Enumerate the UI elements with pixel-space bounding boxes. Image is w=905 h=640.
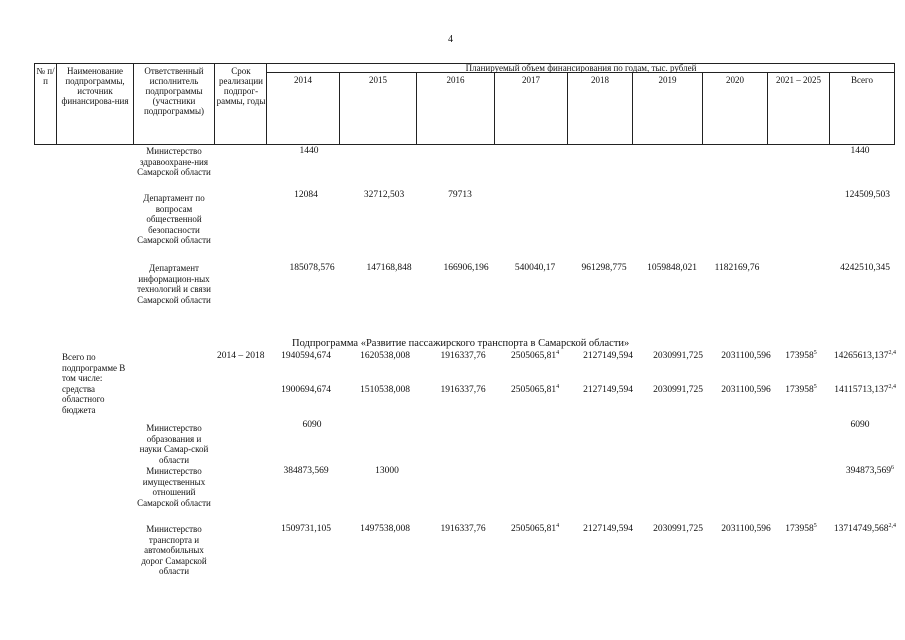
total-label: Всего по подпрограмме В том числе: средства областного бюджета [62, 352, 126, 415]
col-term-header: Срок реализации подпрог-раммы, годы [216, 66, 266, 106]
cell: 173958$^5$ [785, 522, 817, 534]
cell: 2505065,81$^4$ [510, 522, 560, 534]
cell: 173958$^5$ [785, 349, 817, 361]
cell-total: 124509,503 [844, 190, 890, 200]
year-2021-2025-header: 2021 – 2025 [776, 75, 821, 85]
cell: 1497538,008 [360, 524, 410, 534]
cell: 1182169,76 [714, 263, 760, 273]
cell: 1940594,674 [281, 351, 331, 361]
cell: 147168,848 [366, 263, 412, 273]
cell: 6090 [302, 420, 322, 430]
table-header [34, 63, 895, 145]
cell: 2030991,725 [653, 351, 703, 361]
cell: 2127149,594 [583, 524, 633, 534]
cell: 384873,569 [283, 466, 329, 476]
cell: 12084 [294, 190, 318, 200]
cell: 1059848,021 [647, 263, 697, 273]
executor-transport: Министерство транспорта и автомобильных дорог Самарской области [141, 524, 207, 576]
cell: 540040,17 [514, 263, 556, 273]
cell: 961298,775 [581, 263, 627, 273]
cell: 1916337,76 [440, 524, 486, 534]
cell: 2127149,594 [583, 351, 633, 361]
executor-security: Департамент по вопросам общественной безопасности Самарской области [137, 193, 211, 245]
col-plan-header: Планируемый объем финансирования по годам, тыс. рублей [465, 63, 697, 73]
cell: 2031100,596 [721, 351, 771, 361]
col-executor-header: Ответственный исполнитель подпрограммы (участники подпрограммы) [143, 66, 205, 116]
cell: 1620538,008 [360, 351, 410, 361]
year-2015-header: 2015 [369, 75, 387, 85]
cell-total: 4242510,345 [840, 263, 890, 273]
cell: 1900694,674 [281, 385, 331, 395]
cell: 1510538,008 [360, 385, 410, 395]
executor-health: Министерство здравоохране-ния Самарской области [137, 146, 211, 177]
year-2017-header: 2017 [522, 75, 540, 85]
cell-total: 13714749,568$^{2,4}$ [833, 522, 896, 534]
cell-total: 14115713,137$^{2,4}$ [834, 383, 896, 395]
cell: 2505065,81$^4$ [510, 349, 560, 361]
total-term: 2014 – 2018 [217, 351, 265, 361]
cell: 32712,503 [363, 190, 405, 200]
cell-total: 6090 [850, 420, 870, 430]
year-2019-header: 2019 [658, 75, 677, 85]
year-2020-header: 2020 [726, 75, 744, 85]
col-no-header: № п/п [36, 66, 55, 86]
cell: 2030991,725 [653, 385, 703, 395]
executor-education: Министерство образования и науки Самар-ской области [139, 423, 209, 465]
cell: 13000 [375, 466, 399, 476]
cell: 2031100,596 [721, 385, 771, 395]
cell: 185078,576 [289, 263, 335, 273]
executor-property: Министерство имущественных отношений Самарской области [137, 466, 211, 508]
cell: 79713 [448, 190, 472, 200]
subprogram-title: Подпрограмма «Развитие пассажирского транспорта в Самарской области» [292, 338, 630, 349]
cell-total: 394873,569$^6$ [845, 464, 894, 476]
cell: 173958$^5$ [785, 383, 817, 395]
year-total-header: Всего [850, 75, 874, 85]
cell: 1509731,105 [281, 524, 331, 534]
cell: 2127149,594 [583, 385, 633, 395]
cell: 1440 [299, 146, 319, 156]
year-2016-header: 2016 [446, 75, 465, 85]
cell: 1916337,76 [440, 351, 486, 361]
cell: 2030991,725 [653, 524, 703, 534]
year-2018-header: 2018 [591, 75, 609, 85]
year-2014-header: 2014 [294, 75, 312, 85]
cell: 166906,196 [443, 263, 489, 273]
cell: 2031100,596 [721, 524, 771, 534]
executor-it: Департамент информацион-ных технологий и связи Самарской области [137, 263, 211, 305]
col-name-header: Наименование подпрограммы, источник финансирова-ния [61, 66, 129, 106]
cell-total: 1440 [850, 146, 870, 156]
page-number: 4 [448, 34, 453, 45]
cell-total: 14265613,137$^{2,4}$ [833, 349, 896, 361]
cell: 2505065,81$^4$ [510, 383, 560, 395]
cell: 1916337,76 [440, 385, 486, 395]
